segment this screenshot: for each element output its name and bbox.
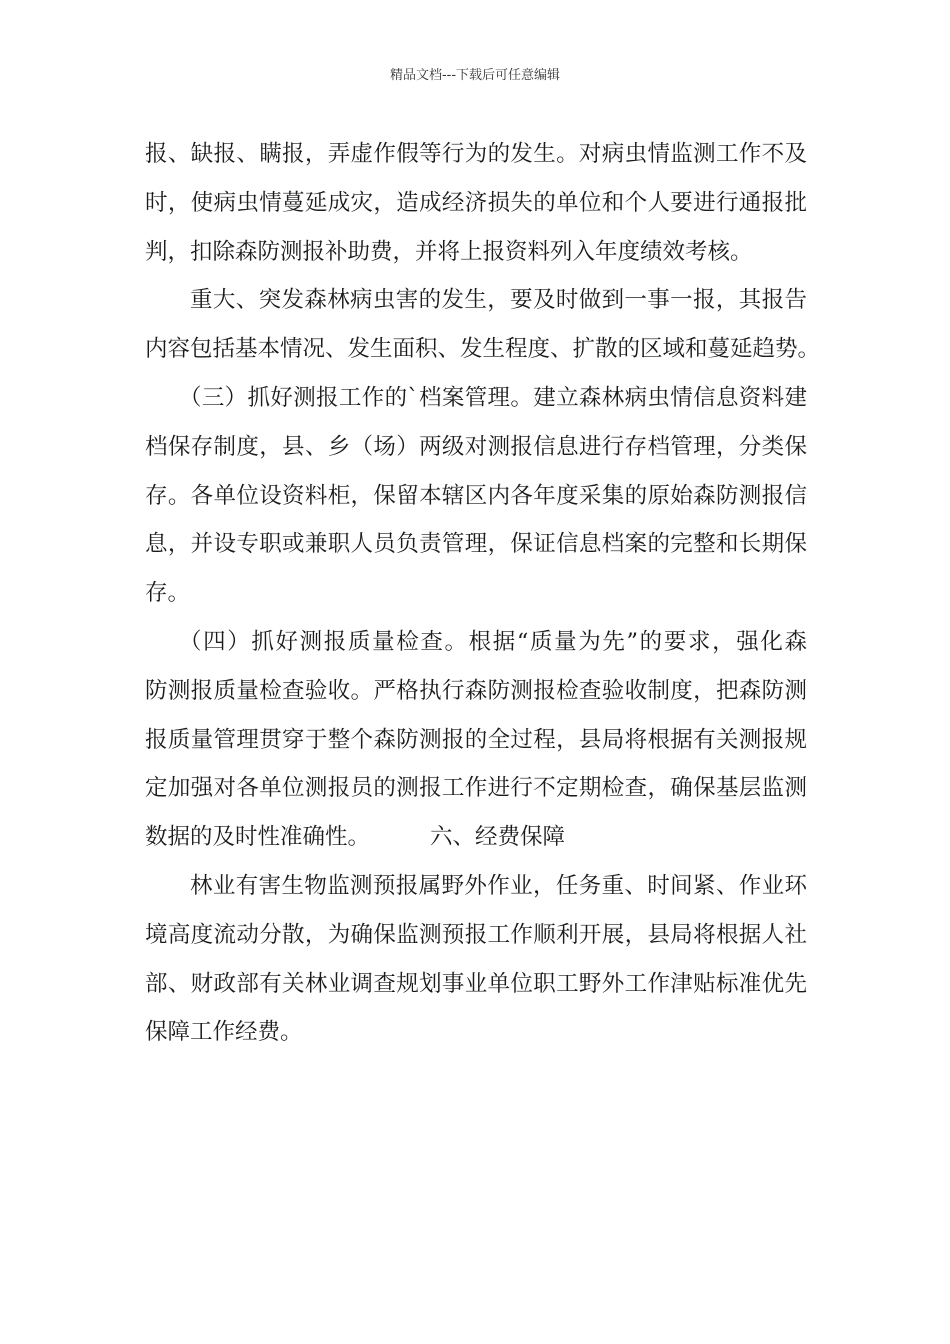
text-line: （四）抓好测报质量检查。根据“质量为先”的要求，强化森 <box>179 628 807 655</box>
document-body <box>145 130 821 1057</box>
text-line: 判，扣除森防测报补助费，并将上报资料列入年度绩效考核。 <box>145 238 753 265</box>
text-line: 报、缺报、瞒报，弄虚作假等行为的发生。对病虫情监测工作不及 <box>145 141 807 167</box>
paragraph-quality-inspection <box>145 618 807 862</box>
text-line: 境高度流动分散，为确保监测预报工作顺利开展，县局将根据人社 <box>145 921 807 948</box>
text-line: 内容包括基本情况、发生面积、发生程度、扩散的区域和蔓延趋势。 <box>145 336 821 363</box>
text-line: 时，使病虫情蔓延成灾，造成经济损失的单位和个人要进行通报批 <box>145 189 807 216</box>
text-line <box>145 813 807 862</box>
text-line: （三）抓好测报工作的`档案管理。建立森林病虫情信息资料建 <box>179 384 807 411</box>
text-line: 定加强对各单位测报员的测报工作进行不定期检查，确保基层监测 <box>145 775 807 802</box>
text-line: 档保存制度，县、乡（场）两级对测报信息进行存档管理，分类保 <box>145 433 807 460</box>
text-line: 林业有害生物监测预报属野外作业，任务重、时间紧、作业环 <box>190 872 807 899</box>
text-line: 防测报质量检查验收。严格执行森防测报检查验收制度，把森防测 <box>145 677 807 704</box>
paragraph-funding <box>145 862 807 1057</box>
text-segment: 数据的及时性准确性。 <box>145 824 371 851</box>
text-line: 部、财政部有关林业调查规划事业单位职工野外工作津贴标准优先 <box>145 970 807 997</box>
text-line: 保障工作经费。 <box>145 1019 303 1046</box>
text-line: 存。各单位设资料柜，保留本辖区内各年度采集的原始森防测报信 <box>145 482 807 509</box>
text-line: 存。 <box>145 580 191 607</box>
text-line: 重大、突发森林病虫害的发生，要及时做到一事一报，其报告 <box>190 287 807 314</box>
paragraph-major-outbreaks <box>145 276 821 374</box>
paragraph-archive-management <box>145 374 807 618</box>
paragraph-reporting-discipline <box>145 130 807 276</box>
section-heading-funding: 六、经费保障 <box>430 824 566 851</box>
text-line: 报质量管理贯穿于整个森防测报的全过程，县局将根据有关测报规 <box>145 726 807 753</box>
text-line: 息，并设专职或兼职人员负责管理，保证信息档案的完整和长期保 <box>145 531 807 558</box>
page-header: 精品文档---下载后可任意编辑 <box>389 68 561 83</box>
